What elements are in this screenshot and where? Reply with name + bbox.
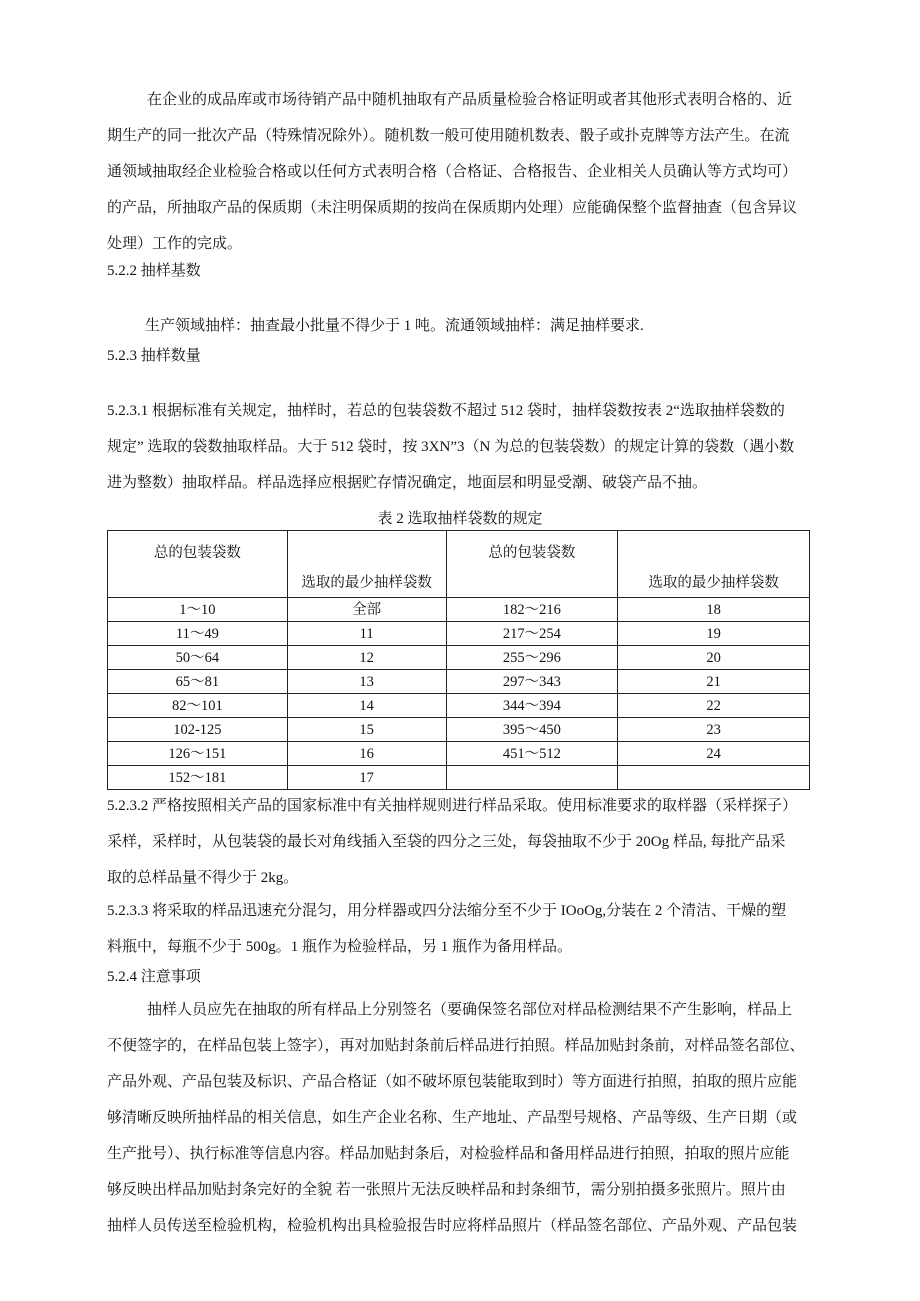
text-line: 5.2.3.2 严格按照相关产品的国家标准中有关抽样规则进行样品采取。使用标准要求的取样器（采样探子）	[107, 798, 798, 814]
table-cell: 全部	[287, 598, 446, 622]
table-cell: 20	[618, 646, 810, 670]
table-cell: 21	[618, 670, 810, 694]
text-line: 料瓶中，每瓶不少于 500g。1 瓶作为检验样品，另 1 瓶作为备用样品。	[107, 939, 573, 955]
table-cell: 65～81	[108, 670, 288, 694]
table-cell: 12	[287, 646, 446, 670]
table-row	[108, 718, 810, 742]
table-cell: 255～296	[446, 646, 618, 670]
text-line: 处理）工作的完成。	[107, 236, 243, 252]
table-cell: 11～49	[108, 622, 288, 646]
paragraph-5-2-2: 生产领域抽样：抽查最小批量不得少于 1 吨。流通领域抽样：满足抽样要求.	[145, 318, 644, 334]
paragraph-5-2-3-2	[107, 796, 819, 902]
table-cell: 182～216	[446, 598, 618, 622]
text-line: 抽样人员传送至检验机构，检验机构出具检验报告时应将样品照片（样品签名部位、产品外观、产品包装	[107, 1218, 798, 1234]
header-cell: 选取的最少抽样袋数	[618, 531, 810, 598]
table-cell: 14	[287, 694, 446, 718]
table-cell	[446, 766, 618, 790]
text-line: 取的总样品量不得少于 2kg。	[107, 870, 299, 886]
table-cell: 395～450	[446, 718, 618, 742]
table-cell: 15	[287, 718, 446, 742]
table-cell: 297～343	[446, 670, 618, 694]
text-line: 规定” 选取的袋数抽取样品。大于 512 袋时，按 3XN”3（N 为总的包装袋数）的规定计算的袋数（遇小数	[107, 439, 795, 455]
text-line: 够清晰反映所抽样品的相关信息，如生产企业名称、生产地址、产品型号规格、产品等级、生产日期（或	[107, 1110, 798, 1126]
table-cell: 17	[287, 766, 446, 790]
text-line: 不便签字的，在样品包装上签字），再对加贴封条前后样品进行拍照。样品加贴封条前，对样品签名部位、	[107, 1038, 805, 1054]
table-cell: 24	[618, 742, 810, 766]
table-cell: 152～181	[108, 766, 288, 790]
paragraph-5-2-4	[107, 1000, 819, 1252]
table-cell: 344～394	[446, 694, 618, 718]
table-cell: 82～101	[108, 694, 288, 718]
table-row	[108, 622, 810, 646]
table-row	[108, 766, 810, 790]
table-cell: 126～151	[108, 742, 288, 766]
heading-5-2-2: 5.2.2 抽样基数	[107, 263, 201, 279]
text-line: 在企业的成品库或市场待销产品中随机抽取有产品质量检验合格证明或者其他形式表明合格的、近	[147, 92, 793, 108]
table-cell: 102-125	[108, 718, 288, 742]
text-line: 产品外观、产品包装及标识、产品合格证（如不破坏原包装能取到时）等方面进行拍照，拍取的照片应能	[107, 1074, 798, 1090]
text-line: 5.2.3.3 将采取的样品迅速充分混匀，用分样器或四分法缩分至不少于 IOoOg,分装在 2 个清洁、干燥的塑	[107, 903, 787, 919]
table-cell	[618, 766, 810, 790]
table-row	[108, 694, 810, 718]
table-caption: 表 2 选取抽样袋数的规定	[377, 511, 543, 527]
table-row	[108, 742, 810, 766]
text-line: 生产批号）、执行标准等信息内容。样品加贴封条后，对检验样品和备用样品进行拍照，拍取的照片应能	[107, 1146, 790, 1162]
intro-paragraph	[107, 90, 819, 270]
table-cell: 23	[618, 718, 810, 742]
paragraph-5-2-3-3	[107, 901, 819, 973]
table-cell: 11	[287, 622, 446, 646]
sampling-table	[107, 530, 810, 790]
table-cell: 1～10	[108, 598, 288, 622]
table-cell: 18	[618, 598, 810, 622]
text-line: 抽样人员应先在抽取的所有样品上分别签名（要确保签名部位对样品检测结果不产生影响，样品上	[147, 1002, 793, 1018]
table-cell: 19	[618, 622, 810, 646]
header-cell: 总的包装袋数	[446, 531, 618, 598]
text-line: 通领域抽取经企业检验合格或以任何方式表明合格（合格证、合格报告、企业相关人员确认等方式均可）	[107, 164, 798, 180]
text-line: 5.2.3.1 根据标准有关规定，抽样时，若总的包装袋数不超过 512 袋时，抽样袋数按表 2“选取抽样袋数的	[107, 403, 785, 419]
text-line: 进为整数）抽取样品。样品选择应根据贮存情况确定，地面层和明显受潮、破袋产品不抽。	[107, 475, 708, 491]
table-row	[108, 598, 810, 622]
header-cell: 选取的最少抽样袋数	[287, 531, 446, 598]
table-cell: 22	[618, 694, 810, 718]
table-cell: 451～512	[446, 742, 618, 766]
heading-5-2-4: 5.2.4 注意事项	[107, 969, 201, 985]
heading-5-2-3: 5.2.3 抽样数量	[107, 348, 201, 364]
table-cell: 50～64	[108, 646, 288, 670]
table-cell: 13	[287, 670, 446, 694]
table-row	[108, 646, 810, 670]
table-cell: 217～254	[446, 622, 618, 646]
text-line: 够反映出样品加贴封条完好的全貌 若一张照片无法反映样品和封条细节，需分别拍摄多张照片。照片由	[107, 1182, 786, 1198]
text-line: 采样，采样时，从包装袋的最长对角线插入至袋的四分之三处，每袋抽取不少于 20Og 样品, 每批产品采	[107, 834, 786, 850]
text-line: 的产品，所抽取产品的保质期（未注明保质期的按尚在保质期内处理）应能确保整个监督抽查（包含异议	[107, 200, 798, 216]
text-line: 期生产的同一批次产品（特殊情况除外）。随机数一般可使用随机数表、骰子或扑克牌等方法产生。在流	[107, 128, 790, 144]
table-header-row	[108, 531, 810, 598]
table-cell: 16	[287, 742, 446, 766]
header-cell: 总的包装袋数	[108, 531, 288, 598]
paragraph-5-2-3-1	[107, 401, 819, 509]
table-row	[108, 670, 810, 694]
